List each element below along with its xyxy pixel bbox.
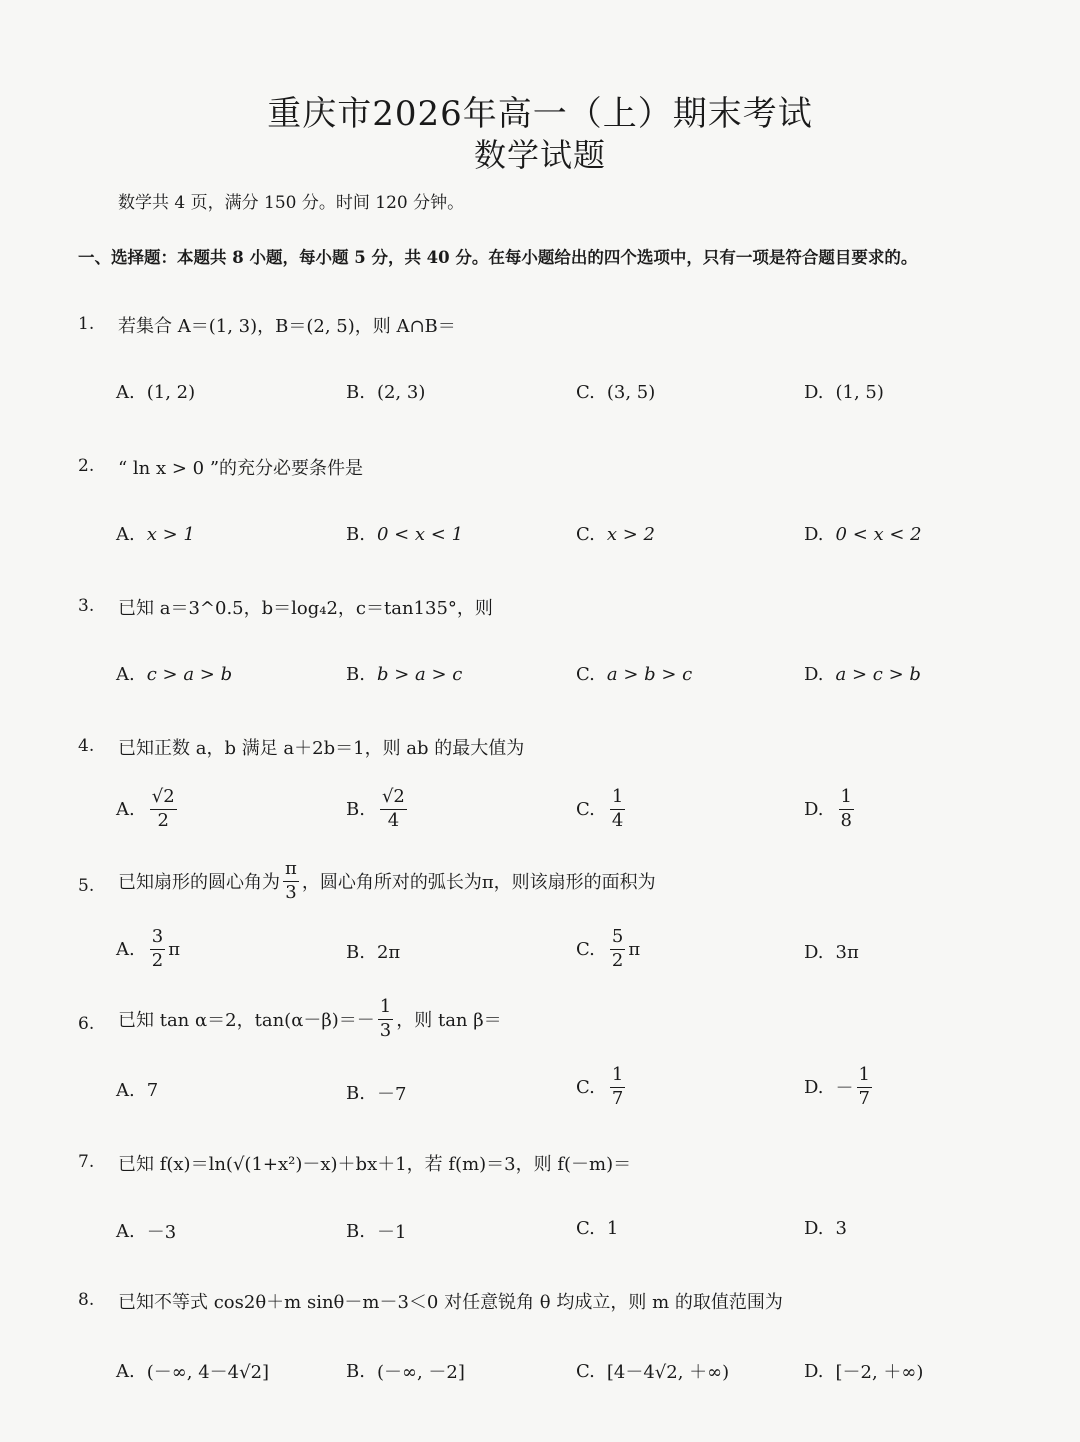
denominator: 7 <box>858 1087 870 1109</box>
pi-symbol: π <box>168 938 181 960</box>
numerator: π <box>283 860 299 882</box>
option-value: (－∞, －2] <box>376 1362 465 1383</box>
denominator: 2 <box>611 949 624 971</box>
option-value: 3π <box>835 942 859 963</box>
numerator: 5 <box>610 928 625 950</box>
fraction <box>380 788 407 831</box>
fraction <box>150 788 177 831</box>
option-label: B. <box>346 942 365 963</box>
exam-title: 重庆市2026年高一（上）期末考试 <box>267 94 813 134</box>
q8-option-b <box>346 1358 465 1384</box>
q6-option-d <box>804 1066 875 1109</box>
numerator: 1 <box>839 788 854 810</box>
q2-option-b <box>346 524 463 545</box>
option-label: D. <box>804 1360 824 1382</box>
fraction <box>150 928 165 971</box>
q2-option-a <box>116 524 195 545</box>
denominator: 3 <box>379 1019 392 1041</box>
option-label: D. <box>804 1218 824 1239</box>
option-value: c > a > b <box>146 664 233 685</box>
option-label: B. <box>346 1360 365 1382</box>
fraction <box>857 1066 872 1109</box>
question-7-text: 已知 f(x)＝ln(√(1+x²)－x)＋bx＋1，若 f(m)＝3，则 f(－m)＝ <box>118 1154 632 1175</box>
option-label: A. <box>116 382 135 403</box>
q1-option-a <box>116 382 195 403</box>
question-8-number: 8. <box>78 1290 95 1310</box>
exam-subtitle: 数学试题 <box>473 136 606 174</box>
question-text-part: ，圆心角所对的弧长为π，则该扇形的面积为 <box>301 872 656 894</box>
numerator: 1 <box>378 998 393 1020</box>
q6-option-a <box>116 1080 158 1101</box>
numerator: 3 <box>150 928 165 950</box>
option-label: B. <box>346 524 365 545</box>
q3-option-a <box>116 664 232 685</box>
option-value: [－2, ＋∞) <box>835 1362 924 1383</box>
option-value: a > c > b <box>835 664 921 685</box>
option-label: C. <box>576 382 595 403</box>
q5-option-a <box>116 928 180 971</box>
question-4-number: 4. <box>78 736 95 756</box>
option-value: (1, 5) <box>835 382 884 403</box>
question-text-part: 已知扇形的圆心角为 <box>118 872 280 894</box>
q1-option-d <box>804 382 884 403</box>
section-heading: 一、选择题：本题共 8 小题，每小题 5 分，共 40 分。在每小题给出的四个选项中，只有一项是符合题目要求的。 <box>78 248 918 267</box>
denominator: 4 <box>611 809 624 831</box>
pi-symbol: π <box>628 938 641 960</box>
option-label: D. <box>804 798 824 820</box>
option-label: B. <box>346 382 365 403</box>
option-label: A. <box>116 664 135 685</box>
option-label: D. <box>804 524 824 545</box>
option-value: 1 <box>606 1218 619 1239</box>
option-value: 7 <box>146 1080 159 1101</box>
option-value: (2, 3) <box>376 382 426 403</box>
question-6-text <box>118 998 502 1041</box>
question-5-text <box>118 860 656 903</box>
q4-option-c <box>576 788 628 831</box>
question-6-number: 6. <box>78 1014 95 1034</box>
q1-option-c <box>576 382 655 403</box>
q7-option-a <box>116 1218 176 1244</box>
q8-option-a <box>116 1358 269 1384</box>
denominator: 7 <box>611 1087 624 1109</box>
question-3-number: 3. <box>78 596 95 616</box>
numerator: √2 <box>150 788 177 810</box>
q4-option-a <box>116 788 180 831</box>
option-label: A. <box>116 938 135 960</box>
q5-option-c <box>576 928 640 971</box>
q4-option-b <box>346 788 410 831</box>
question-text-part: ，则 tan β＝ <box>396 1010 502 1032</box>
question-1-text: 若集合 A＝(1, 3)，B＝(2, 5)，则 A∩B＝ <box>118 316 456 337</box>
q8-option-d <box>804 1358 923 1384</box>
exam-intro: 数学共 4 页，满分 150 分。时间 120 分钟。 <box>118 193 465 213</box>
option-label: A. <box>116 1360 135 1382</box>
q5-option-b <box>346 942 400 963</box>
q2-option-c <box>576 524 655 545</box>
option-label: C. <box>576 1360 595 1382</box>
denominator: 3 <box>285 881 297 903</box>
option-value: (－∞, 4－4√2] <box>146 1362 270 1383</box>
question-3-text: 已知 a＝3^0.5，b＝log₄2，c＝tan135°，则 <box>118 598 493 619</box>
fraction <box>610 928 625 971</box>
denominator: 2 <box>157 809 169 831</box>
q2-option-d <box>804 524 922 545</box>
q6-option-b <box>346 1080 406 1106</box>
question-text-part: 已知 tan α＝2，tan(α－β)＝－ <box>118 1010 375 1032</box>
option-label: D. <box>804 382 824 403</box>
option-label: D. <box>804 664 824 685</box>
option-label: A. <box>116 1220 135 1242</box>
question-2-number: 2. <box>78 456 95 476</box>
option-value: －3 <box>146 1222 177 1243</box>
numerator: 1 <box>610 1066 625 1088</box>
fraction <box>378 998 393 1041</box>
denominator: 2 <box>151 949 164 971</box>
q5-option-d <box>804 942 859 963</box>
question-1-number: 1. <box>78 314 95 334</box>
option-label: C. <box>576 664 595 685</box>
q3-option-c <box>576 664 692 685</box>
q7-option-b <box>346 1218 406 1244</box>
q7-option-c <box>576 1218 618 1239</box>
option-label: D. <box>804 942 824 963</box>
fraction <box>610 788 625 831</box>
option-value: 2π <box>376 942 401 963</box>
fraction <box>283 860 299 903</box>
option-value: (1, 2) <box>146 382 196 403</box>
option-value: a > b > c <box>606 664 693 685</box>
q7-option-d <box>804 1218 847 1239</box>
option-value: b > a > c <box>376 664 463 685</box>
minus-sign: － <box>835 1078 854 1100</box>
option-label: C. <box>576 1218 595 1239</box>
option-value: 0 < x < 1 <box>376 524 464 545</box>
option-value: 0 < x < 2 <box>835 524 922 545</box>
numerator: 1 <box>857 1066 872 1088</box>
fraction <box>610 1066 625 1109</box>
question-2-text: “ ln x > 0 ”的充分必要条件是 <box>118 458 364 479</box>
q1-option-b <box>346 382 425 403</box>
option-label: C. <box>576 938 595 960</box>
option-label: C. <box>576 524 595 545</box>
option-label: A. <box>116 524 135 545</box>
option-label: A. <box>116 1080 135 1101</box>
question-7-number: 7. <box>78 1152 95 1172</box>
option-label: B. <box>346 798 365 820</box>
option-value: x > 2 <box>606 524 655 545</box>
option-label: C. <box>576 798 595 820</box>
q8-option-c <box>576 1358 729 1384</box>
option-value: (3, 5) <box>606 382 656 403</box>
q6-option-c <box>576 1066 628 1109</box>
denominator: 8 <box>840 809 852 831</box>
option-value: [4－4√2, ＋∞) <box>606 1362 730 1383</box>
option-value: 3 <box>835 1218 847 1239</box>
question-4-text: 已知正数 a，b 满足 a＋2b＝1，则 ab 的最大值为 <box>118 738 525 759</box>
q3-option-d <box>804 664 921 685</box>
option-label: C. <box>576 1076 595 1098</box>
option-label: D. <box>804 1076 824 1098</box>
q4-option-d <box>804 788 857 831</box>
numerator: 1 <box>610 788 625 810</box>
option-label: B. <box>346 1082 365 1104</box>
fraction <box>839 788 854 831</box>
option-value: x > 1 <box>146 524 195 545</box>
question-8-text: 已知不等式 cos2θ＋m sinθ－m－3＜0 对任意锐角 θ 均成立，则 m 的取值范围为 <box>118 1292 783 1313</box>
numerator: √2 <box>380 788 407 810</box>
question-5-number: 5. <box>78 876 95 896</box>
option-label: B. <box>346 664 365 685</box>
q3-option-b <box>346 664 462 685</box>
option-label: B. <box>346 1220 365 1242</box>
denominator: 4 <box>387 809 400 831</box>
option-value: －1 <box>376 1222 407 1243</box>
option-label: A. <box>116 798 135 820</box>
option-value: －7 <box>376 1084 407 1105</box>
